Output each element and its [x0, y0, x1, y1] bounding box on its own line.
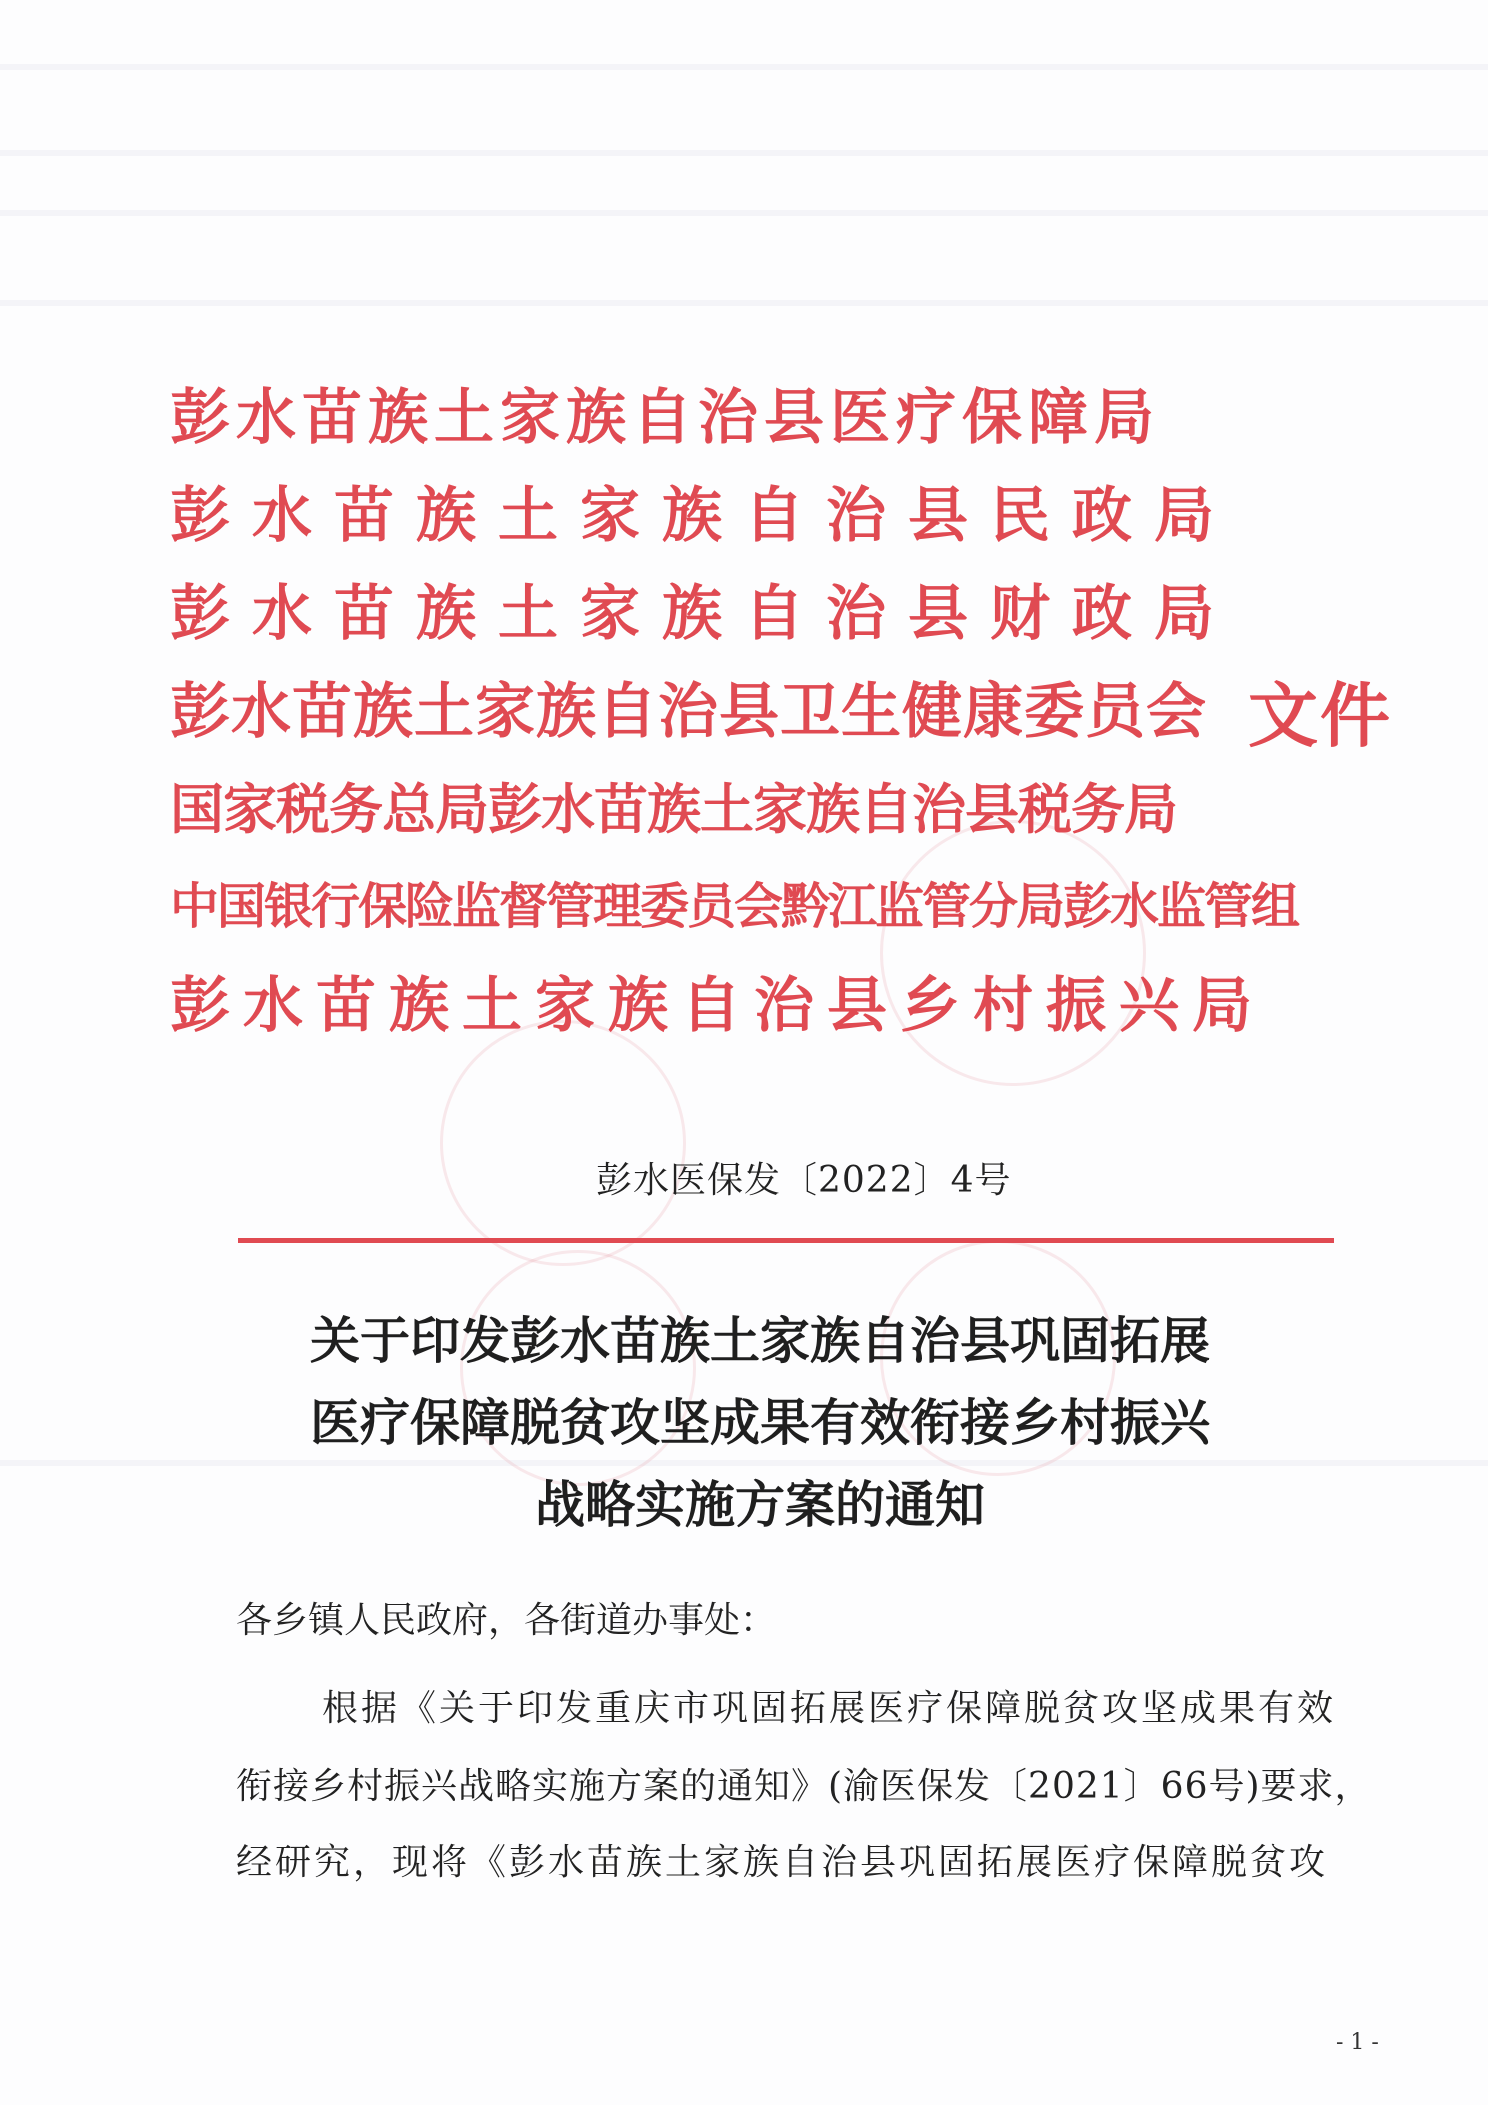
issuer-name: 彭水苗族土家族自治县民政局 [170, 481, 1236, 551]
issuer-row [170, 368, 1160, 458]
scan-streak [0, 210, 1488, 216]
issuer-row [170, 760, 1177, 850]
page-number: - 1 - [1336, 2030, 1379, 2055]
issuer-row [170, 662, 1207, 752]
document-suffix: 文件 [1248, 674, 1392, 757]
issuer-row [170, 956, 1265, 1046]
scan-streak [0, 64, 1488, 70]
body-text-line: 衔接乡村振兴战略实施方案的通知》(渝医保发〔2021〕66号)要求， [236, 1766, 1372, 1807]
issuer-row [170, 564, 1236, 654]
issuer-row [170, 858, 1298, 948]
scan-streak [0, 150, 1488, 156]
issuer-name: 彭水苗族土家族自治县财政局 [170, 579, 1236, 649]
title-line: 战略实施方案的通知 [535, 1475, 985, 1534]
issuer-name: 国家税务总局彭水苗族土家族自治县税务局 [170, 776, 1177, 841]
issuer-name: 彭水苗族土家族自治县医疗保障局 [170, 383, 1160, 453]
issuer-name: 彭水苗族土家族自治县卫生健康委员会 [170, 677, 1207, 747]
scan-streak [0, 300, 1488, 306]
title-line: 医疗保障脱贫攻坚成果有效衔接乡村振兴 [310, 1393, 1210, 1452]
body-text-line: 根据《关于印发重庆市巩固拓展医疗保障脱贫攻坚成果有效 [322, 1688, 1337, 1729]
issuer-row [170, 466, 1236, 556]
salutation: 各乡镇人民政府，各街道办事处： [236, 1600, 777, 1641]
faint-seal-mark [440, 1020, 686, 1266]
red-separator-line [238, 1238, 1334, 1243]
document-title [230, 1300, 1290, 1546]
body-text-line: 经研究，现将《彭水苗族土家族自治县巩固拓展医疗保障脱贫攻 [236, 1842, 1329, 1883]
document-number: 彭水医保发〔2022〕4号 [596, 1160, 1012, 1201]
issuer-name: 彭水苗族土家族自治县乡村振兴局 [170, 971, 1265, 1041]
title-line: 关于印发彭水苗族土家族自治县巩固拓展 [310, 1311, 1210, 1370]
issuer-name: 中国银行保险监督管理委员会黔江监管分局彭水监管组 [170, 877, 1299, 935]
